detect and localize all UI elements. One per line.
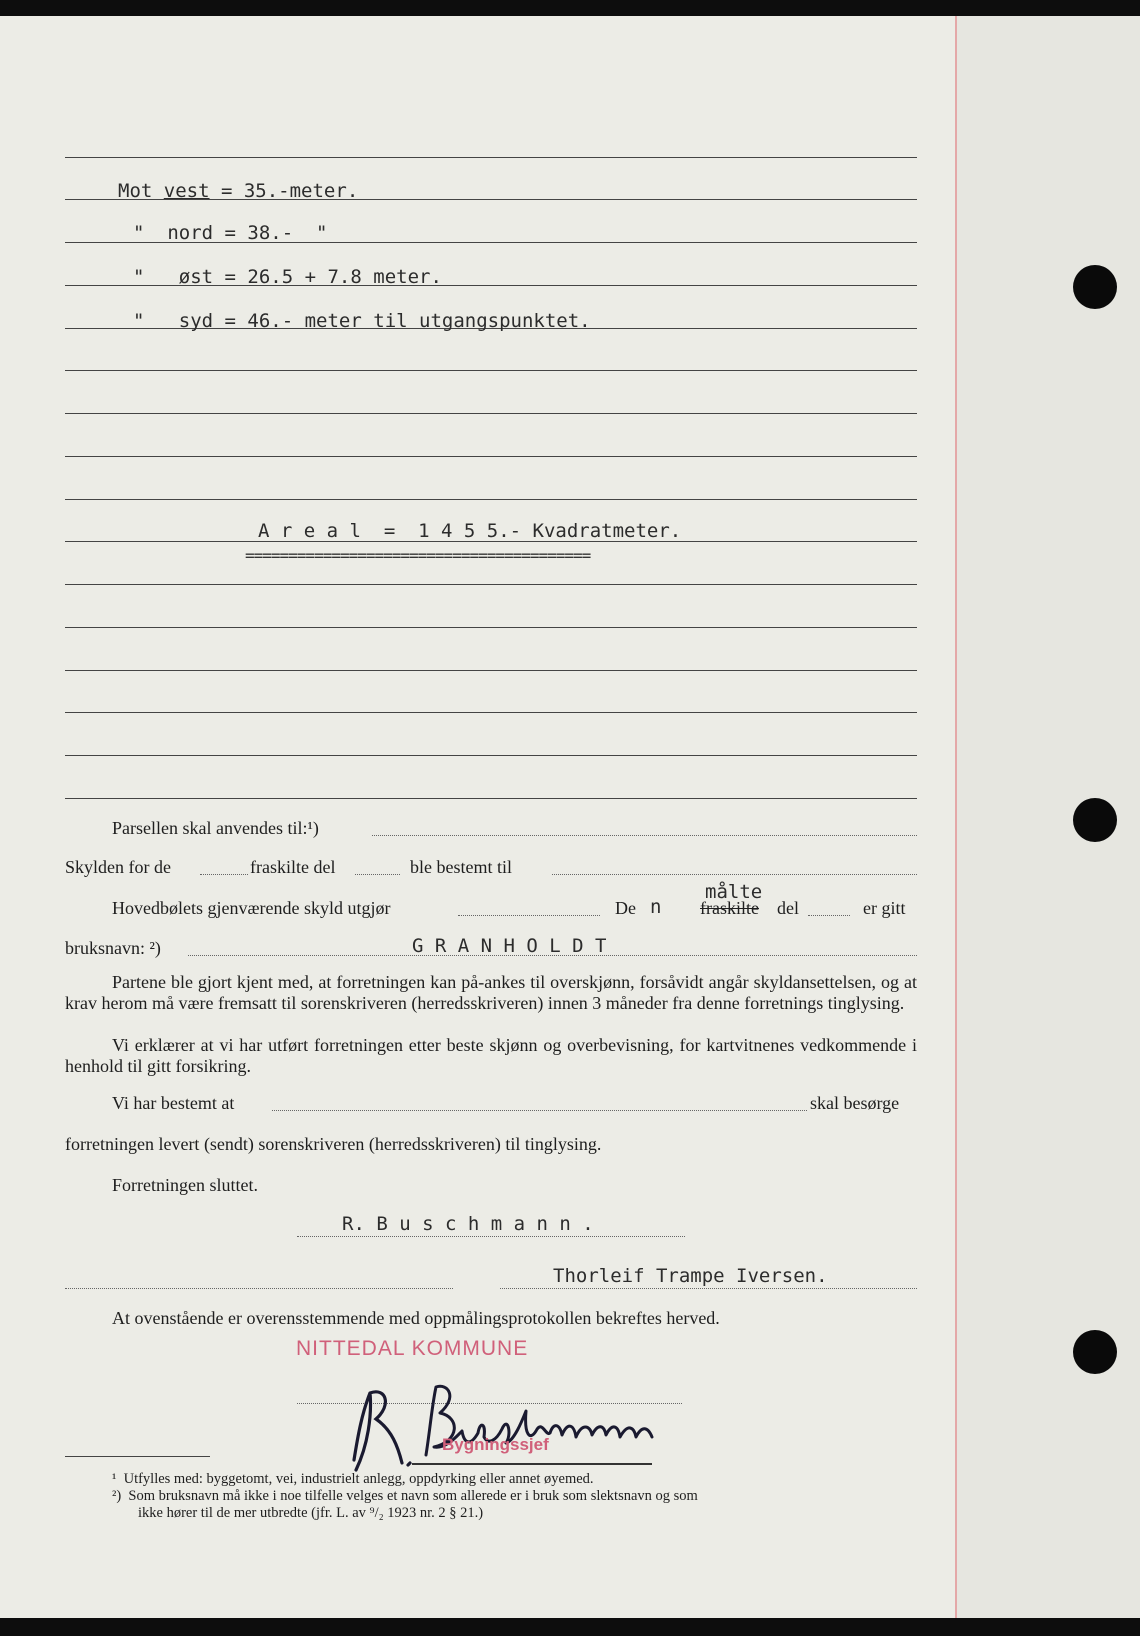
ruled-line (65, 456, 917, 457)
hovedbol-field (458, 915, 600, 916)
malte-typed: målte (705, 881, 763, 903)
sluttet-line: Forretningen sluttet. (112, 1175, 258, 1195)
ruled-line (65, 499, 917, 500)
ruled-line (65, 670, 917, 671)
footnote-separator (65, 1456, 210, 1457)
ruled-line (65, 370, 917, 371)
ruled-line (65, 712, 917, 713)
bruksnavn-value: G R A N H O L D T (412, 935, 607, 957)
de-label: De (615, 898, 636, 918)
boundary-line-syd: " syd = 46.- meter til utgangspunktet. (133, 310, 591, 332)
confirmation-line: At ovenstående er overensstemmende med oppmålingsprotokollen bekreftes herved. (112, 1308, 720, 1328)
bestemt-at-label: Vi har bestemt at (112, 1093, 235, 1113)
signature-line-1 (297, 1236, 685, 1237)
de-suffix-typed: n (650, 896, 662, 918)
fraskilte-label: fraskilte del (250, 857, 336, 877)
signature-line-2 (500, 1288, 917, 1289)
ruled-line (65, 798, 917, 799)
del-field (808, 915, 850, 916)
footnote-2-continued: ikke hører til de mer utbredte (jfr. L. av ⁹/₂ 1923 nr. 2 § 21.) (138, 1505, 484, 1521)
ruled-line (65, 584, 917, 585)
boundary-line-ost: " øst = 26.5 + 7.8 meter. (133, 266, 442, 288)
parsell-field (372, 835, 917, 836)
er-gitt-label: er gitt (863, 898, 906, 918)
ruled-line (65, 157, 917, 158)
scan-border-bottom (0, 1618, 1140, 1636)
hovedbol-label: Hovedbølets gjenværende skyld utgjør (112, 898, 391, 918)
stamp-underline (412, 1463, 652, 1465)
signature-line-left (65, 1288, 453, 1289)
ruled-line (65, 755, 917, 756)
signature-typed-buschmann: R. B u s c h m a n n . (342, 1213, 594, 1235)
bruksnavn-label: bruksnavn: ²) (65, 938, 161, 958)
bestemt-label: ble bestemt til (410, 857, 512, 877)
levert-line: forretningen levert (sendt) sorenskriveren (herredsskriveren) til tinglysing. (65, 1134, 602, 1154)
stamp-title: Bygningssjef (442, 1435, 549, 1454)
signature-typed-iversen: Thorleif Trampe Iversen. (553, 1265, 828, 1287)
area-statement: A r e a l = 1 4 5 5.- Kvadratmeter. (258, 520, 682, 542)
skal-besorge-label: skal besørge (810, 1093, 900, 1113)
boundary-line-nord: " nord = 38.- " (133, 222, 328, 244)
stamp-municipality: NITTEDAL KOMMUNE (296, 1337, 529, 1360)
punch-hole-top (1073, 265, 1117, 309)
footnote-1: ¹ Utfylles med: byggetomt, vei, industrielt anlegg, oppdyrking eller annet øyemed. (112, 1471, 594, 1487)
footnote-2: ²) Som bruksnavn må ikke i noe tilfelle velges et navn som allerede er i bruk som slektsnavn og som (112, 1488, 698, 1504)
skylden-label: Skylden for de (65, 857, 171, 877)
area-double-underline: ======================================== (245, 546, 591, 565)
punch-hole-bottom (1073, 1330, 1117, 1374)
parsell-label: Parsellen skal anvendes til:¹) (112, 818, 319, 838)
paragraph-declaration: Vi erklærer at vi har utført forretningen etter beste skjønn og overbevisning, for kartvitnenes vedkommende i henhold til gitt forsikring. (65, 1035, 917, 1076)
fraskilte-struck: fraskilte (700, 898, 759, 918)
fraskilte-field (355, 874, 400, 875)
ruled-line (65, 627, 917, 628)
scan-border-top (0, 0, 1140, 16)
paragraph-appeal: Partene ble gjort kjent med, at forretningen kan på-ankes til overskjønn, forsåvidt angår skyldansettelsen, og at krav herom må være fremsatt til sorenskriveren (herredsskriveren) innen 3 måneder fra denne forretnings tinglysing. (65, 972, 917, 1013)
del-label: del (777, 898, 799, 918)
skylden-field (200, 874, 248, 875)
bestemt-at-field (272, 1110, 807, 1111)
punch-hole-middle (1073, 798, 1117, 842)
margin-line (955, 16, 957, 1618)
boundary-line-vest: Mot vest = 35.-meter. (118, 180, 359, 202)
bestemt-field (552, 874, 917, 875)
ruled-line (65, 413, 917, 414)
